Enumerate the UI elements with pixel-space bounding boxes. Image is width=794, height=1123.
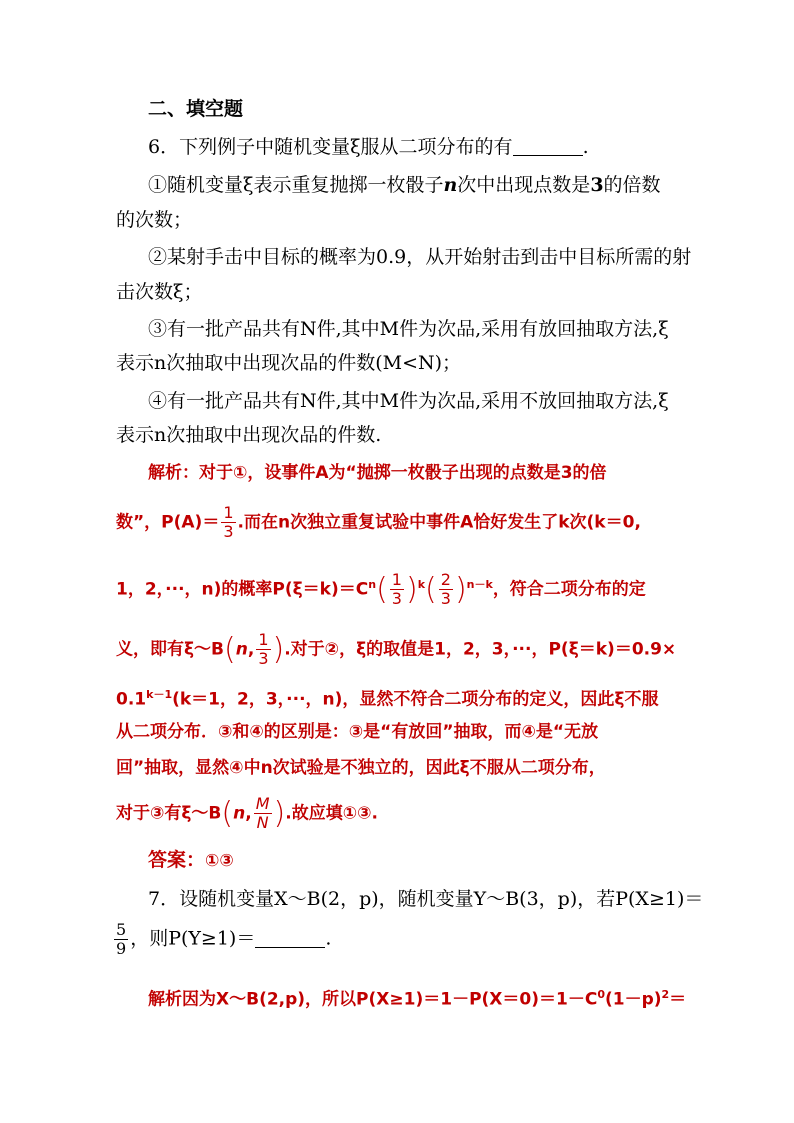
analysis-6-line7: 回”抽取，显然④中n次试验是不独立的，因此ξ不服从二项分布， (116, 758, 606, 778)
analysis-6-line1: 解析：对于①，设事件A为“抛掷一枚骰子出现的点数是3的倍 (148, 463, 607, 483)
q6-option-4-line1: ④有一批产品共有N件,其中M件为次品,采用不放回抽取方法,ξ (148, 390, 669, 412)
q6-option-1-line2: 的次数； (116, 209, 193, 231)
answer-6 (148, 845, 234, 876)
analysis-7-line1: 解析因为X～B(2,p)，所以$P(X\ge 1)=1-P(X=0)=1-C^0(1-p)^2=$ (148, 988, 687, 1010)
q6-option-2-line1: ②某射手击中目标的概率为0.9，从开始射击到击中目标所需的射 (148, 246, 692, 268)
q6-option-4-line2: 表示n次抽取中出现次品的件数. (116, 424, 382, 446)
paren-open: ( (376, 571, 388, 607)
q6-option-3-line1: ③有一批产品共有N件,其中M件为次品,采用有放回抽取方法,ξ (148, 318, 669, 340)
answer-blank[interactable] (513, 135, 583, 156)
question-6-stem: 6．下列例子中随机变量ξ服从二项分布的有 . (148, 136, 589, 158)
q6-option-2-line2: 击次数ξ； (116, 281, 203, 303)
fraction-one-third: $\frac{1}{3}$ (223, 503, 234, 541)
analysis-6-line3: 1，2，···，n)的概率$P(\xi=k)=C^n$( $\frac{1}{3}$ )$^k$( $\frac{2}{3}$ )$^{n-k}$，符合二项分布的定 (116, 570, 646, 609)
analysis-6-line8: 对于③有ξ～B(n, $\frac{M}{N}$ ).故应填①③. (116, 794, 378, 832)
q6-option-1-line1: ①随机变量ξ表示重复抛掷一枚骰子n次中出现点数是3的倍数 (148, 174, 661, 196)
answer-value: ①③ (205, 851, 234, 871)
question-7-line2: $\frac{5}{9}$ ，则P(Y≥1)＝ . (116, 920, 332, 958)
answer-label: 答案： (148, 849, 206, 871)
analysis-6-line6: 从二项分布．③和④的区别是：③是“有放回”抽取，而④是“无放 (116, 722, 599, 742)
q6-option-3-line2: 表示n次抽取中出现次品的件数(M<N)； (116, 352, 462, 374)
paren-close: ) (405, 571, 418, 607)
fraction-five-ninths: $\frac{5}{9}$ (116, 920, 127, 958)
answer-blank-7[interactable] (255, 927, 325, 948)
fraction-M-over-N: $\frac{M}{N}$ (255, 794, 270, 832)
analysis-6-line2: 数”，P(A)＝ $\frac{1}{3}$ .而在n次独立重复试验中事件A恰好发生了k次(k＝0, (116, 503, 641, 541)
question-7-line1: 7．设随机变量X～B(2，p)，随机变量Y～B(3，p)，若P(X≥1)＝ (148, 888, 704, 910)
analysis-6-line5: $0.1^{k-1}(k=1$，2，3，···，n)，显然不符合二项分布的定义，因此ξ不服 (116, 688, 659, 710)
section-heading: 二、填空题 (148, 98, 244, 120)
analysis-6-line4: 义，即有ξ～B(n, $\frac{1}{3}$ ).对于②，ξ的取值是1，2，3，···，P(ξ＝k)＝0.9× (116, 630, 677, 668)
